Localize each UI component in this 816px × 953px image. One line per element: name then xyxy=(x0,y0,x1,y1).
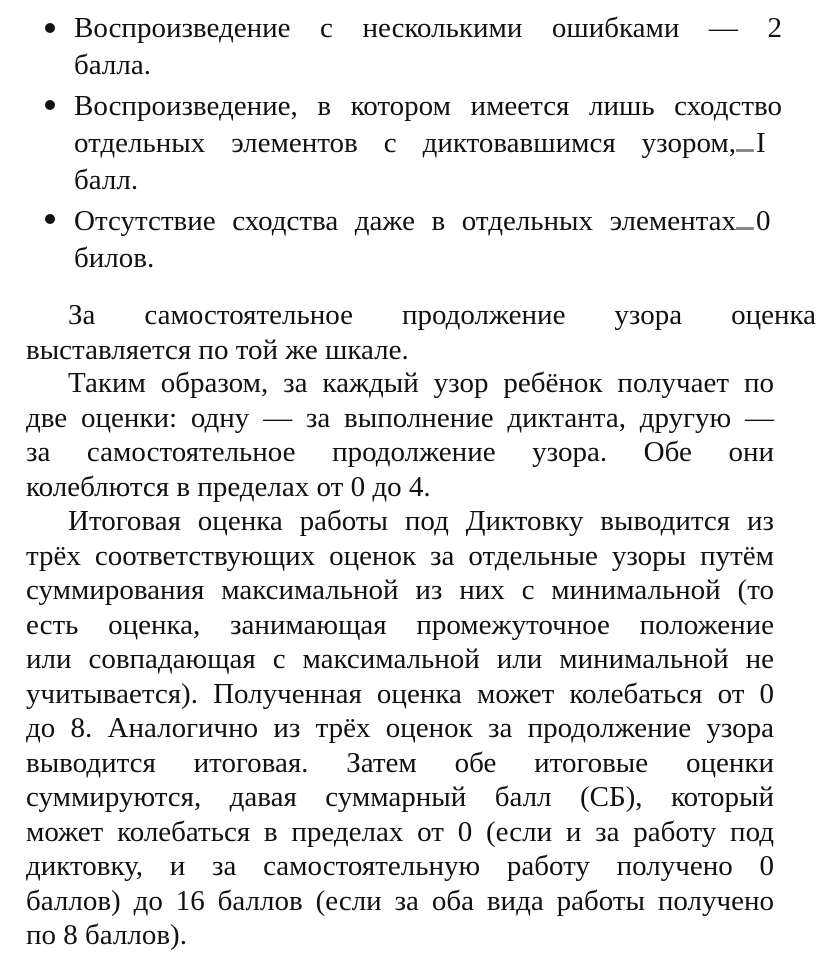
text-line: выставляется по той же шкале. xyxy=(26,333,409,366)
text-line: за самостоятельное продолжение узора. Обе они xyxy=(26,436,774,468)
text-line: по 8 баллов). xyxy=(26,919,187,951)
text-line: есть оценка, занимающая промежуточное положение xyxy=(26,608,774,641)
text-line xyxy=(74,125,782,162)
bullet-dot-icon xyxy=(45,23,55,33)
text-line: трёх соответствующих оценок за отдельные узоры путём xyxy=(26,539,774,572)
text-line: билов. xyxy=(74,242,155,274)
text-line: выводится итоговая. Затем обе итоговые оценки xyxy=(26,746,774,779)
text-line-part: Отсутствие сходства даже в отдельных элементах xyxy=(74,205,736,237)
bullet-dot-icon xyxy=(45,100,55,110)
text-line: За самостоятельное продолжение узора оценка xyxy=(68,299,816,331)
text-line: может колебаться в пределах от 0 (если и за работу под xyxy=(26,815,774,848)
paragraph xyxy=(26,504,774,953)
score-value: I xyxy=(756,127,766,159)
text-line: балл. xyxy=(74,164,139,196)
text-line: Воспроизведение с несколькими ошибками — 2 xyxy=(74,12,782,44)
dash-mark-icon xyxy=(736,149,754,152)
text-line: две оценки: одну — за выполнение диктанта, другую — xyxy=(26,401,774,434)
bullet-text xyxy=(74,88,782,199)
text-line: диктовку, и за самостоятельную работу получено 0 xyxy=(26,850,774,882)
text-line: до 8. Аналогично из трёх оценок за продолжение узора xyxy=(26,712,774,744)
paragraph xyxy=(26,366,774,504)
bullet-dot-icon xyxy=(45,214,55,224)
text-line: учитывается). Полученная оценка может колебаться от 0 xyxy=(26,677,774,710)
score-value: 0 xyxy=(756,205,771,237)
text-line-part: отдельных элементов с диктовавшимся узором, xyxy=(74,127,736,159)
text-line: суммируются, давая суммарный балл (СБ), который xyxy=(26,781,774,813)
text-line: колеблются в пределах от 0 до 4. xyxy=(26,470,431,503)
text-line: или совпадающая с максимальной или минимальной не xyxy=(26,643,774,675)
text-line: балла. xyxy=(74,49,151,81)
bullet-text xyxy=(74,10,782,84)
dash-mark-icon xyxy=(736,227,754,230)
text-line: Воспроизведение, в котором имеется лишь сходство xyxy=(74,90,782,122)
text-line: Итоговая оценка работы под Диктовку выводится из xyxy=(68,505,774,537)
text-line: баллов) до 16 баллов (если за оба вида работы получено xyxy=(26,884,774,917)
paragraph xyxy=(26,298,816,367)
bullet-text xyxy=(74,203,782,277)
text-line xyxy=(74,203,782,240)
text-line: суммирования максимальной из них с минимальной (то xyxy=(26,574,774,606)
text-line: Таким образом, за каждый узор ребёнок получает по xyxy=(68,367,774,399)
